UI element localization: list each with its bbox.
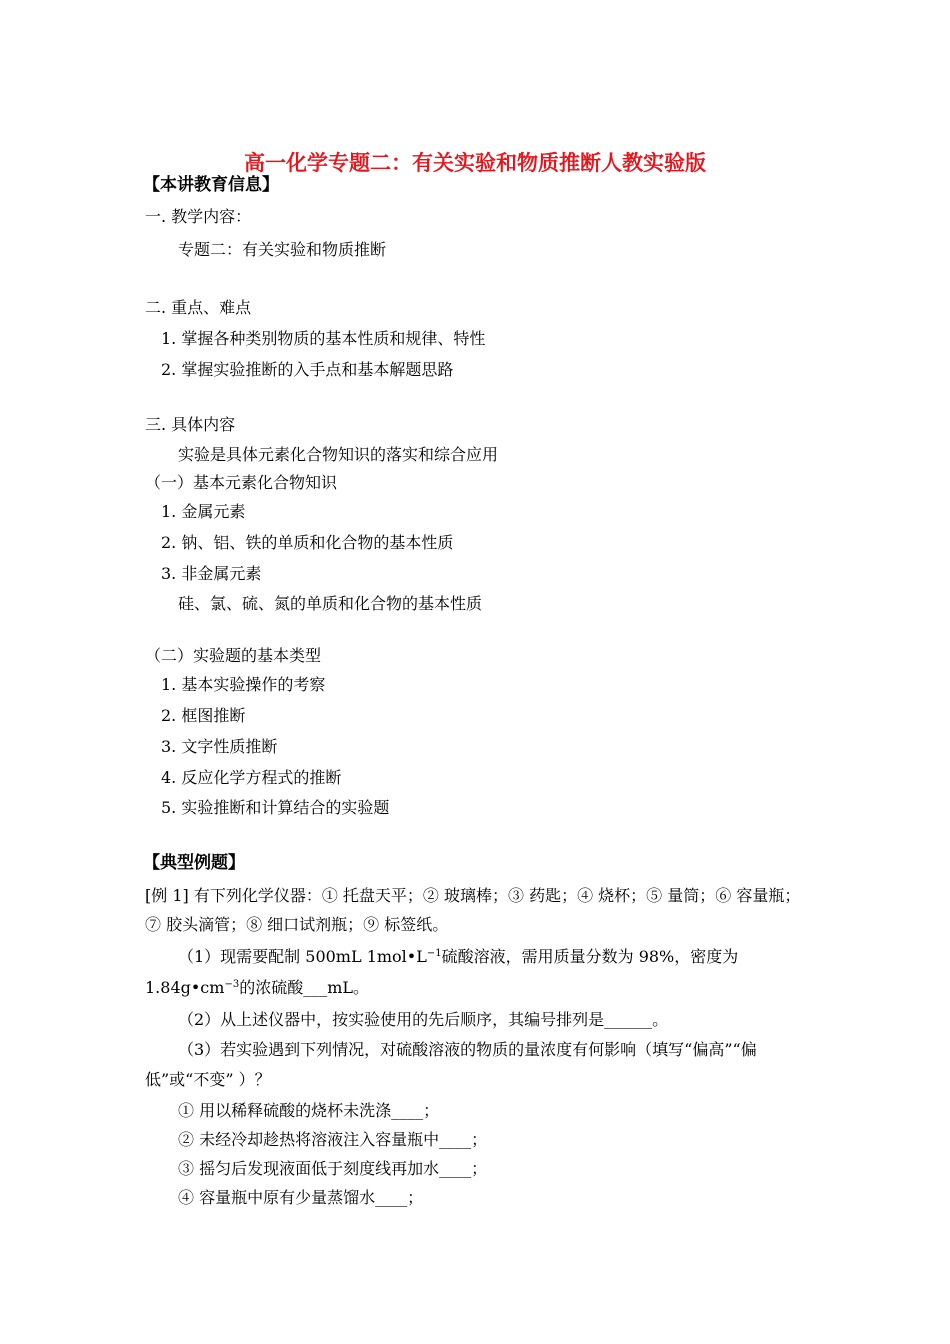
case-item: ① 用以稀释硫酸的烧杯未洗涤____； [178, 1101, 440, 1120]
superscript: −3 [224, 979, 240, 990]
document-title: 高一化学专题二：有关实验和物质推断人教实验版 [244, 151, 706, 175]
list-item: 3. 非金属元素 [161, 564, 262, 583]
question-2: （2）从上述仪器中，按实验使用的先后顺序，其编号排列是______。 [178, 1010, 669, 1029]
list-item: 1. 掌握各种类别物质的基本性质和规律、特性 [161, 329, 486, 348]
example-1-line-2: ⑦ 胶头滴管；⑧ 细口试剂瓶；⑨ 标签纸。 [145, 915, 449, 934]
section-1-heading: 一. 教学内容： [145, 207, 252, 226]
subsection-2-heading: （二）实验题的基本类型 [145, 646, 322, 665]
section-1-content: 专题二：有关实验和物质推断 [178, 240, 387, 259]
list-item: 4. 反应化学方程式的推断 [161, 768, 342, 787]
question-1-line-2 [145, 978, 369, 998]
question-1-text-d: 的浓硫酸___mL。 [239, 978, 369, 997]
case-item: ③ 摇匀后发现液面低于刻度线再加水____； [178, 1159, 488, 1178]
section-2-heading: 二. 重点、难点 [145, 298, 252, 317]
section-3-heading: 三. 具体内容 [145, 415, 236, 434]
list-item: 3. 文字性质推断 [161, 737, 278, 756]
subsection-1-note: 硅、氯、硫、氮的单质和化合物的基本性质 [178, 594, 483, 613]
list-item: 2. 框图推断 [161, 706, 246, 725]
section-3-intro: 实验是具体元素化合物知识的落实和综合应用 [178, 445, 499, 464]
subsection-1-heading: （一）基本元素化合物知识 [145, 473, 338, 492]
superscript: −1 [426, 948, 442, 959]
question-1-text-c: 1.84g•cm [145, 978, 225, 997]
list-item: 2. 掌握实验推断的入手点和基本解题思路 [161, 360, 454, 379]
list-item: 1. 金属元素 [161, 502, 246, 521]
case-item: ② 未经冷却趁热将溶液注入容量瓶中____； [178, 1130, 488, 1149]
section-header-info: 【本讲教育信息】 [143, 175, 279, 195]
list-item: 5. 实验推断和计算结合的实验题 [161, 798, 390, 817]
question-3-line-1: （3）若实验遇到下列情况，对硫酸溶液的物质的量浓度有何影响（填写“偏高”“偏 [178, 1040, 757, 1059]
example-1-line-1: [例 1] 有下列化学仪器：① 托盘天平；② 玻璃棒；③ 药匙；④ 烧杯；⑤ 量筒；⑥ 容量瓶； [145, 886, 801, 905]
section-header-examples: 【典型例题】 [143, 853, 245, 873]
question-1-text-a: （1）现需要配制 500mL 1mol•L [178, 947, 427, 966]
list-item: 2. 钠、铝、铁的单质和化合物的基本性质 [161, 533, 454, 552]
question-1-text-b: 硫酸溶液，需用质量分数为 98%，密度为 [441, 947, 739, 966]
question-1-line-1 [178, 947, 738, 967]
question-3-line-2: 低”或“不变” ）？ [145, 1070, 271, 1089]
list-item: 1. 基本实验操作的考察 [161, 675, 326, 694]
case-item: ④ 容量瓶中原有少量蒸馏水____； [178, 1188, 424, 1207]
